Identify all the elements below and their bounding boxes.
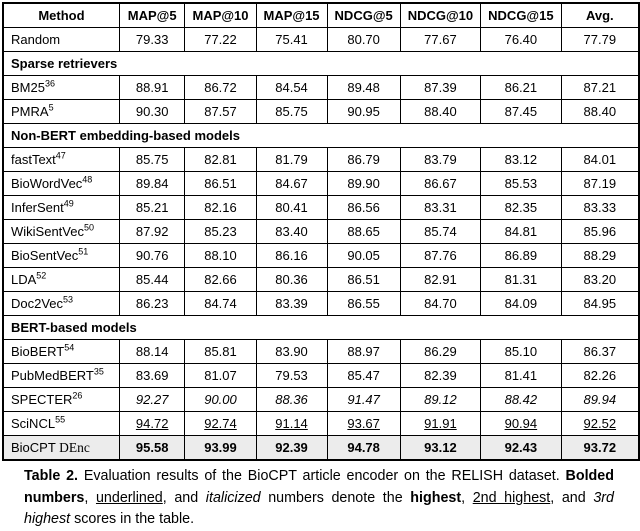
- value-cell: 90.05: [327, 244, 400, 268]
- value-cell: 85.75: [256, 100, 327, 124]
- value-cell: 83.33: [561, 196, 639, 220]
- value-cell: 83.20: [561, 268, 639, 292]
- reference-superscript: 54: [64, 342, 75, 353]
- section-label: BERT-based models: [3, 316, 639, 340]
- table-body: [3, 28, 639, 461]
- caption-segment: ,: [84, 489, 96, 506]
- method-cell: Doc2Vec$^{53}$: [3, 292, 119, 316]
- table-row: [3, 340, 639, 364]
- method-cell: BioSentVec$^{51}$: [3, 244, 119, 268]
- value-cell: 81.79: [256, 148, 327, 172]
- table-row: [3, 388, 639, 412]
- caption-segment: Bolded: [565, 468, 614, 484]
- value-cell: 86.23: [119, 292, 185, 316]
- value-cell: 84.70: [400, 292, 480, 316]
- value-cell: 86.89: [481, 244, 561, 268]
- reference-superscript: 50: [83, 222, 94, 233]
- column-header: MAP@15: [256, 3, 327, 28]
- column-header: NDCG@5: [327, 3, 400, 28]
- caption-segment: Table 2.: [24, 468, 79, 484]
- value-cell: 89.84: [119, 172, 185, 196]
- value-cell: 90.95: [327, 100, 400, 124]
- caption-line: [24, 509, 614, 531]
- value-cell: 75.41: [256, 28, 327, 52]
- caption-segment: highest: [24, 511, 71, 527]
- method-cell: InferSent$^{49}$: [3, 196, 119, 220]
- value-cell: 92.39: [256, 436, 327, 461]
- section-header-row: [3, 52, 639, 76]
- value-cell: 84.54: [256, 76, 327, 100]
- value-cell: 85.21: [119, 196, 185, 220]
- reference-superscript: 36: [44, 78, 55, 89]
- value-cell: 87.57: [185, 100, 256, 124]
- value-cell: 87.19: [561, 172, 639, 196]
- value-cell: 83.39: [256, 292, 327, 316]
- column-header: NDCG@10: [400, 3, 480, 28]
- value-cell: 89.90: [327, 172, 400, 196]
- value-cell: 86.51: [327, 268, 400, 292]
- value-cell: 80.41: [256, 196, 327, 220]
- table-row: [3, 172, 639, 196]
- value-cell: 88.10: [185, 244, 256, 268]
- caption-segment: italicized: [205, 489, 261, 506]
- value-cell: 86.67: [400, 172, 480, 196]
- reference-superscript: 52: [36, 270, 47, 281]
- caption-segment: underlined: [95, 489, 163, 506]
- reference-superscript: 5: [48, 102, 54, 113]
- value-cell: 82.91: [400, 268, 480, 292]
- method-suffix: DEnc: [55, 439, 90, 455]
- value-cell: 84.81: [481, 220, 561, 244]
- caption-line: [24, 466, 614, 488]
- value-cell: 85.53: [481, 172, 561, 196]
- value-cell: 93.67: [327, 412, 400, 436]
- value-cell: 88.36: [256, 388, 327, 412]
- caption-line: [24, 488, 614, 510]
- method-cell: BioWordVec$^{48}$: [3, 172, 119, 196]
- value-cell: 84.74: [185, 292, 256, 316]
- value-cell: 85.23: [185, 220, 256, 244]
- value-cell: 84.09: [481, 292, 561, 316]
- reference-superscript: 48: [82, 174, 93, 185]
- reference-superscript: 55: [55, 414, 66, 425]
- value-cell: 94.78: [327, 436, 400, 461]
- reference-superscript: 49: [63, 198, 74, 209]
- value-cell: 91.14: [256, 412, 327, 436]
- reference-superscript: 26: [72, 390, 83, 401]
- caption-segment: numbers: [24, 489, 85, 506]
- table-row: [3, 364, 639, 388]
- value-cell: 80.36: [256, 268, 327, 292]
- value-cell: 84.67: [256, 172, 327, 196]
- table-row: [3, 28, 639, 52]
- table-row: [3, 148, 639, 172]
- table-row: [3, 196, 639, 220]
- caption-segment: , and: [550, 489, 594, 506]
- value-cell: 87.39: [400, 76, 480, 100]
- method-cell: SPECTER$^{26}$: [3, 388, 119, 412]
- column-header: Method: [3, 3, 119, 28]
- value-cell: 85.81: [185, 340, 256, 364]
- method-cell: PubMedBERT$^{35}$: [3, 364, 119, 388]
- method-cell: PMRA$^5$: [3, 100, 119, 124]
- table-row: [3, 76, 639, 100]
- value-cell: 88.97: [327, 340, 400, 364]
- value-cell: 86.16: [256, 244, 327, 268]
- caption-segment: scores in the table.: [70, 511, 195, 527]
- paper-page: [0, 2, 640, 527]
- value-cell: 86.72: [185, 76, 256, 100]
- value-cell: 93.99: [185, 436, 256, 461]
- value-cell: 85.44: [119, 268, 185, 292]
- results-table: [2, 2, 640, 461]
- value-cell: 88.42: [481, 388, 561, 412]
- caption-segment: Evaluation results of the BioCPT article encoder on the RELISH dataset.: [78, 468, 566, 484]
- value-cell: 86.29: [400, 340, 480, 364]
- value-cell: 77.79: [561, 28, 639, 52]
- reference-superscript: 47: [55, 150, 66, 161]
- method-cell: WikiSentVec$^{50}$: [3, 220, 119, 244]
- value-cell: 79.53: [256, 364, 327, 388]
- value-cell: 77.67: [400, 28, 480, 52]
- value-cell: 89.48: [327, 76, 400, 100]
- value-cell: 86.79: [327, 148, 400, 172]
- value-cell: 83.69: [119, 364, 185, 388]
- value-cell: 86.55: [327, 292, 400, 316]
- table-row: [3, 436, 639, 461]
- value-cell: 77.22: [185, 28, 256, 52]
- value-cell: 79.33: [119, 28, 185, 52]
- value-cell: 87.45: [481, 100, 561, 124]
- reference-superscript: 51: [78, 246, 89, 257]
- header-row: [3, 3, 639, 28]
- value-cell: 91.47: [327, 388, 400, 412]
- caption-segment: 2nd highest: [472, 489, 551, 506]
- value-cell: 82.81: [185, 148, 256, 172]
- method-cell: LDA$^{52}$: [3, 268, 119, 292]
- table-row: [3, 412, 639, 436]
- column-header: MAP@10: [185, 3, 256, 28]
- value-cell: 90.30: [119, 100, 185, 124]
- value-cell: 88.29: [561, 244, 639, 268]
- method-cell: fastText$^{47}$: [3, 148, 119, 172]
- caption-segment: highest: [410, 489, 462, 506]
- value-cell: 82.35: [481, 196, 561, 220]
- value-cell: 84.95: [561, 292, 639, 316]
- caption-segment: numbers denote the: [260, 489, 411, 506]
- caption-segment: , and: [162, 489, 206, 506]
- value-cell: 82.66: [185, 268, 256, 292]
- value-cell: 86.56: [327, 196, 400, 220]
- value-cell: 88.40: [400, 100, 480, 124]
- method-cell: SciNCL$^{55}$: [3, 412, 119, 436]
- value-cell: 82.26: [561, 364, 639, 388]
- value-cell: 83.79: [400, 148, 480, 172]
- value-cell: 89.94: [561, 388, 639, 412]
- value-cell: 92.52: [561, 412, 639, 436]
- value-cell: 80.70: [327, 28, 400, 52]
- column-header: Avg.: [561, 3, 639, 28]
- column-header: NDCG@15: [481, 3, 561, 28]
- value-cell: 85.10: [481, 340, 561, 364]
- value-cell: 92.74: [185, 412, 256, 436]
- value-cell: 88.65: [327, 220, 400, 244]
- value-cell: 86.37: [561, 340, 639, 364]
- value-cell: 86.51: [185, 172, 256, 196]
- value-cell: 83.31: [400, 196, 480, 220]
- value-cell: 90.76: [119, 244, 185, 268]
- reference-superscript: 53: [63, 294, 74, 305]
- value-cell: 90.00: [185, 388, 256, 412]
- value-cell: 92.27: [119, 388, 185, 412]
- value-cell: 85.75: [119, 148, 185, 172]
- value-cell: 76.40: [481, 28, 561, 52]
- table-row: [3, 220, 639, 244]
- table-row: [3, 268, 639, 292]
- reference-superscript: 35: [93, 366, 104, 377]
- table-row: [3, 100, 639, 124]
- table-row: [3, 244, 639, 268]
- method-cell: $BM25^{36}$: [3, 76, 119, 100]
- value-cell: 88.91: [119, 76, 185, 100]
- value-cell: 85.47: [327, 364, 400, 388]
- table-caption: [0, 466, 640, 531]
- table-row: [3, 292, 639, 316]
- column-header: MAP@5: [119, 3, 185, 28]
- value-cell: 88.14: [119, 340, 185, 364]
- value-cell: 81.41: [481, 364, 561, 388]
- value-cell: 93.72: [561, 436, 639, 461]
- value-cell: 88.40: [561, 100, 639, 124]
- section-header-row: [3, 316, 639, 340]
- value-cell: 82.39: [400, 364, 480, 388]
- value-cell: 83.12: [481, 148, 561, 172]
- value-cell: 91.91: [400, 412, 480, 436]
- value-cell: 89.12: [400, 388, 480, 412]
- value-cell: 87.76: [400, 244, 480, 268]
- value-cell: 83.40: [256, 220, 327, 244]
- value-cell: 95.58: [119, 436, 185, 461]
- value-cell: 92.43: [481, 436, 561, 461]
- method-cell: BioCPT DEnc: [3, 436, 119, 461]
- section-label: Non-BERT embedding-based models: [3, 124, 639, 148]
- caption-segment: 3rd: [593, 489, 614, 506]
- section-label: Sparse retrievers: [3, 52, 639, 76]
- value-cell: 87.92: [119, 220, 185, 244]
- value-cell: 82.16: [185, 196, 256, 220]
- value-cell: 81.31: [481, 268, 561, 292]
- caption-segment: ,: [461, 489, 473, 506]
- value-cell: 85.74: [400, 220, 480, 244]
- value-cell: 83.90: [256, 340, 327, 364]
- value-cell: 90.94: [481, 412, 561, 436]
- section-header-row: [3, 124, 639, 148]
- value-cell: 87.21: [561, 76, 639, 100]
- method-cell: BioBERT$^{54}$: [3, 340, 119, 364]
- value-cell: 85.96: [561, 220, 639, 244]
- value-cell: 84.01: [561, 148, 639, 172]
- value-cell: 94.72: [119, 412, 185, 436]
- value-cell: 86.21: [481, 76, 561, 100]
- method-cell: Random: [3, 28, 119, 52]
- value-cell: 81.07: [185, 364, 256, 388]
- value-cell: 93.12: [400, 436, 480, 461]
